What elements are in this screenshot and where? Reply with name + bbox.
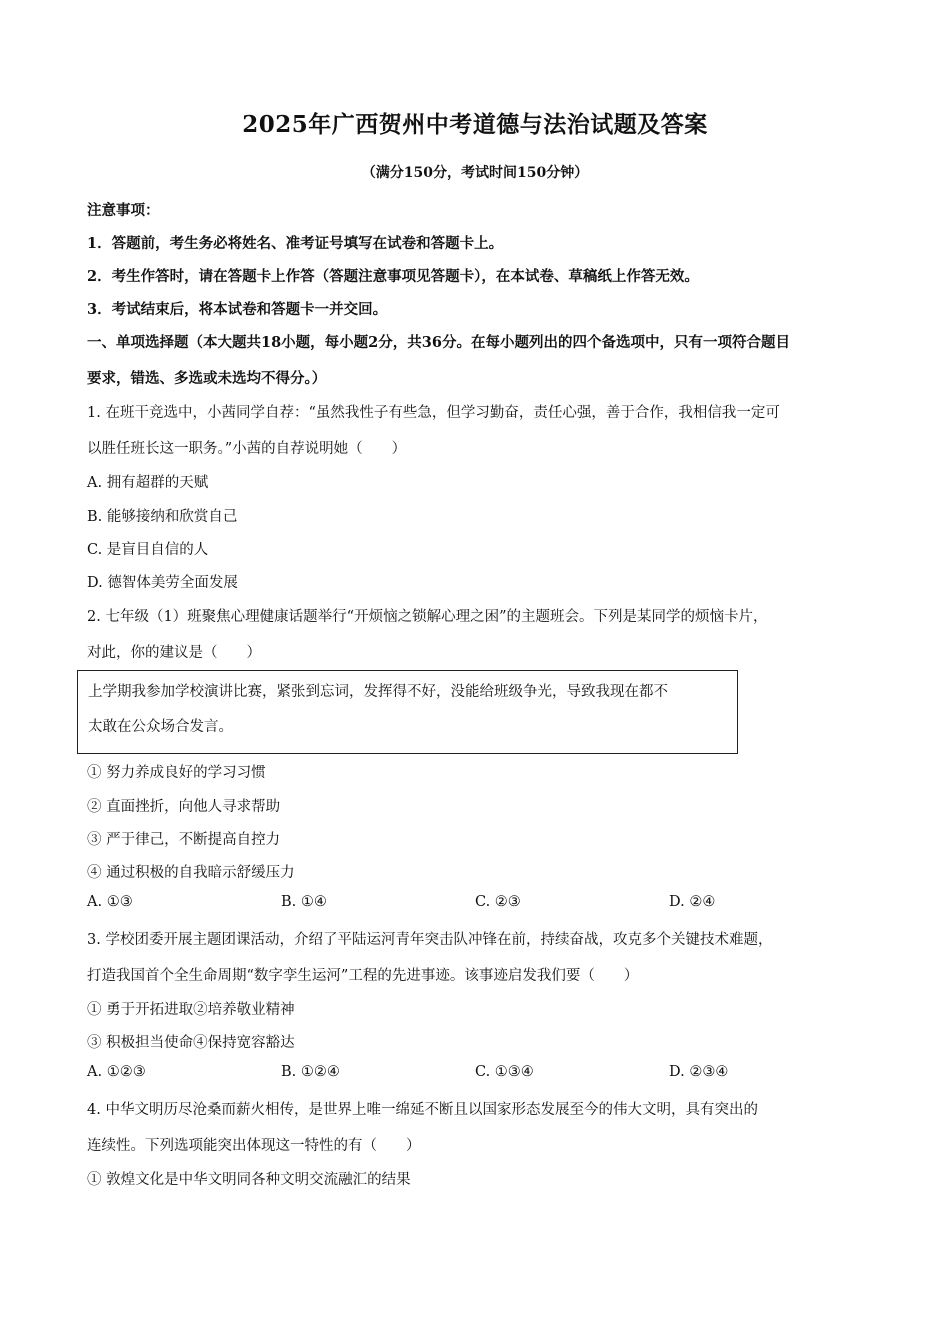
question-2-statement: ③ 严于律己，不断提高自控力 <box>87 832 281 848</box>
question-3-choice-c: C. ①③④ <box>475 1064 534 1080</box>
note-item: 3．考试结束后，将本试卷和答题卡一并交回。 <box>87 301 388 318</box>
question-2-choice-c: C. ②③ <box>475 894 521 910</box>
question-4-stem-cont: 连续性。下列选项能突出体现这一特性的有（ ） <box>87 1138 421 1154</box>
question-3-stem: 3. 学校团委开展主题团课活动，介绍了平陆运河青年突击队冲锋在前，持续奋战，攻克多个关键技术难题， <box>87 932 773 948</box>
question-1-stem-cont: 以胜任班长这一职务。”小茜的自荐说明她（ ） <box>87 441 407 457</box>
page-title: 2025年广西贺州中考道德与法治试题及答案 <box>242 111 708 138</box>
question-2-choice-b: B. ①④ <box>281 894 327 910</box>
question-3-stem-cont: 打造我国首个全生命周期“数字孪生运河”工程的先进事迹。该事迹启发我们要（ ） <box>87 968 639 984</box>
question-2-stem-cont: 对此，你的建议是（ ） <box>87 645 261 661</box>
question-2-stem: 2. 七年级（1）班聚焦心理健康话题举行“开烦恼之锁解心理之困”的主题班会。下列是某同学的烦恼卡片， <box>87 609 768 625</box>
question-1-option-b: B. 能够接纳和欣赏自己 <box>87 509 238 525</box>
note-item: 2．考生作答时，请在答题卡上作答（答题注意事项见答题卡），在本试卷、草稿纸上作答无效。 <box>87 268 699 285</box>
question-1-option-c: C. 是盲目自信的人 <box>87 542 209 558</box>
question-4-statement: ① 敦煌文化是中华文明同各种文明交流融汇的结果 <box>87 1172 411 1188</box>
worry-card <box>77 670 738 754</box>
question-3-choice-a: A. ①②③ <box>87 1064 146 1080</box>
question-2-choice-d: D. ②④ <box>669 894 716 910</box>
question-3-choice-d: D. ②③④ <box>669 1064 729 1080</box>
question-4-stem: 4. 中华文明历尽沧桑而薪火相传，是世界上唯一绵延不断且以国家形态发展至今的伟大文明，具有突出的 <box>87 1102 758 1118</box>
question-1-stem: 1. 在班干竞选中，小茜同学自荐：“虽然我性子有些急，但学习勤奋，责任心强，善于合作，我相信我一定可 <box>87 405 780 421</box>
question-3-choice-b: B. ①②④ <box>281 1064 340 1080</box>
question-1-option-a: A. 拥有超群的天赋 <box>87 475 209 491</box>
question-2-statement: ④ 通过积极的自我暗示舒缓压力 <box>87 865 295 881</box>
question-2-statement: ② 直面挫折，向他人寻求帮助 <box>87 799 281 815</box>
section-heading: 一、单项选择题（本大题共18小题，每小题2分，共36分。在每小题列出的四个备选项中，只有一项符合题目 <box>87 334 790 351</box>
exam-subtitle: （满分150分，考试时间150分钟） <box>361 165 589 181</box>
worry-card-line: 上学期我参加学校演讲比赛，紧张到忘词，发挥得不好，没能给班级争光，导致我现在都不 <box>88 684 668 700</box>
notes-heading: 注意事项： <box>87 202 160 219</box>
question-2-choice-a: A. ①③ <box>87 894 133 910</box>
question-3-statement: ① 勇于开拓进取②培养敬业精神 <box>87 1002 295 1018</box>
question-2-statement: ① 努力养成良好的学习习惯 <box>87 765 266 781</box>
question-2-choices <box>87 894 847 916</box>
worry-card-line: 太敢在公众场合发言。 <box>88 719 233 735</box>
question-1-option-d: D. 德智体美劳全面发展 <box>87 575 238 591</box>
note-item: 1．答题前，考生务必将姓名、准考证号填写在试卷和答题卡上。 <box>87 235 504 252</box>
section-heading-cont: 要求，错选、多选或未选均不得分。） <box>87 370 327 387</box>
question-3-choices <box>87 1064 847 1086</box>
question-3-statement: ③ 积极担当使命④保持宽容豁达 <box>87 1035 295 1051</box>
